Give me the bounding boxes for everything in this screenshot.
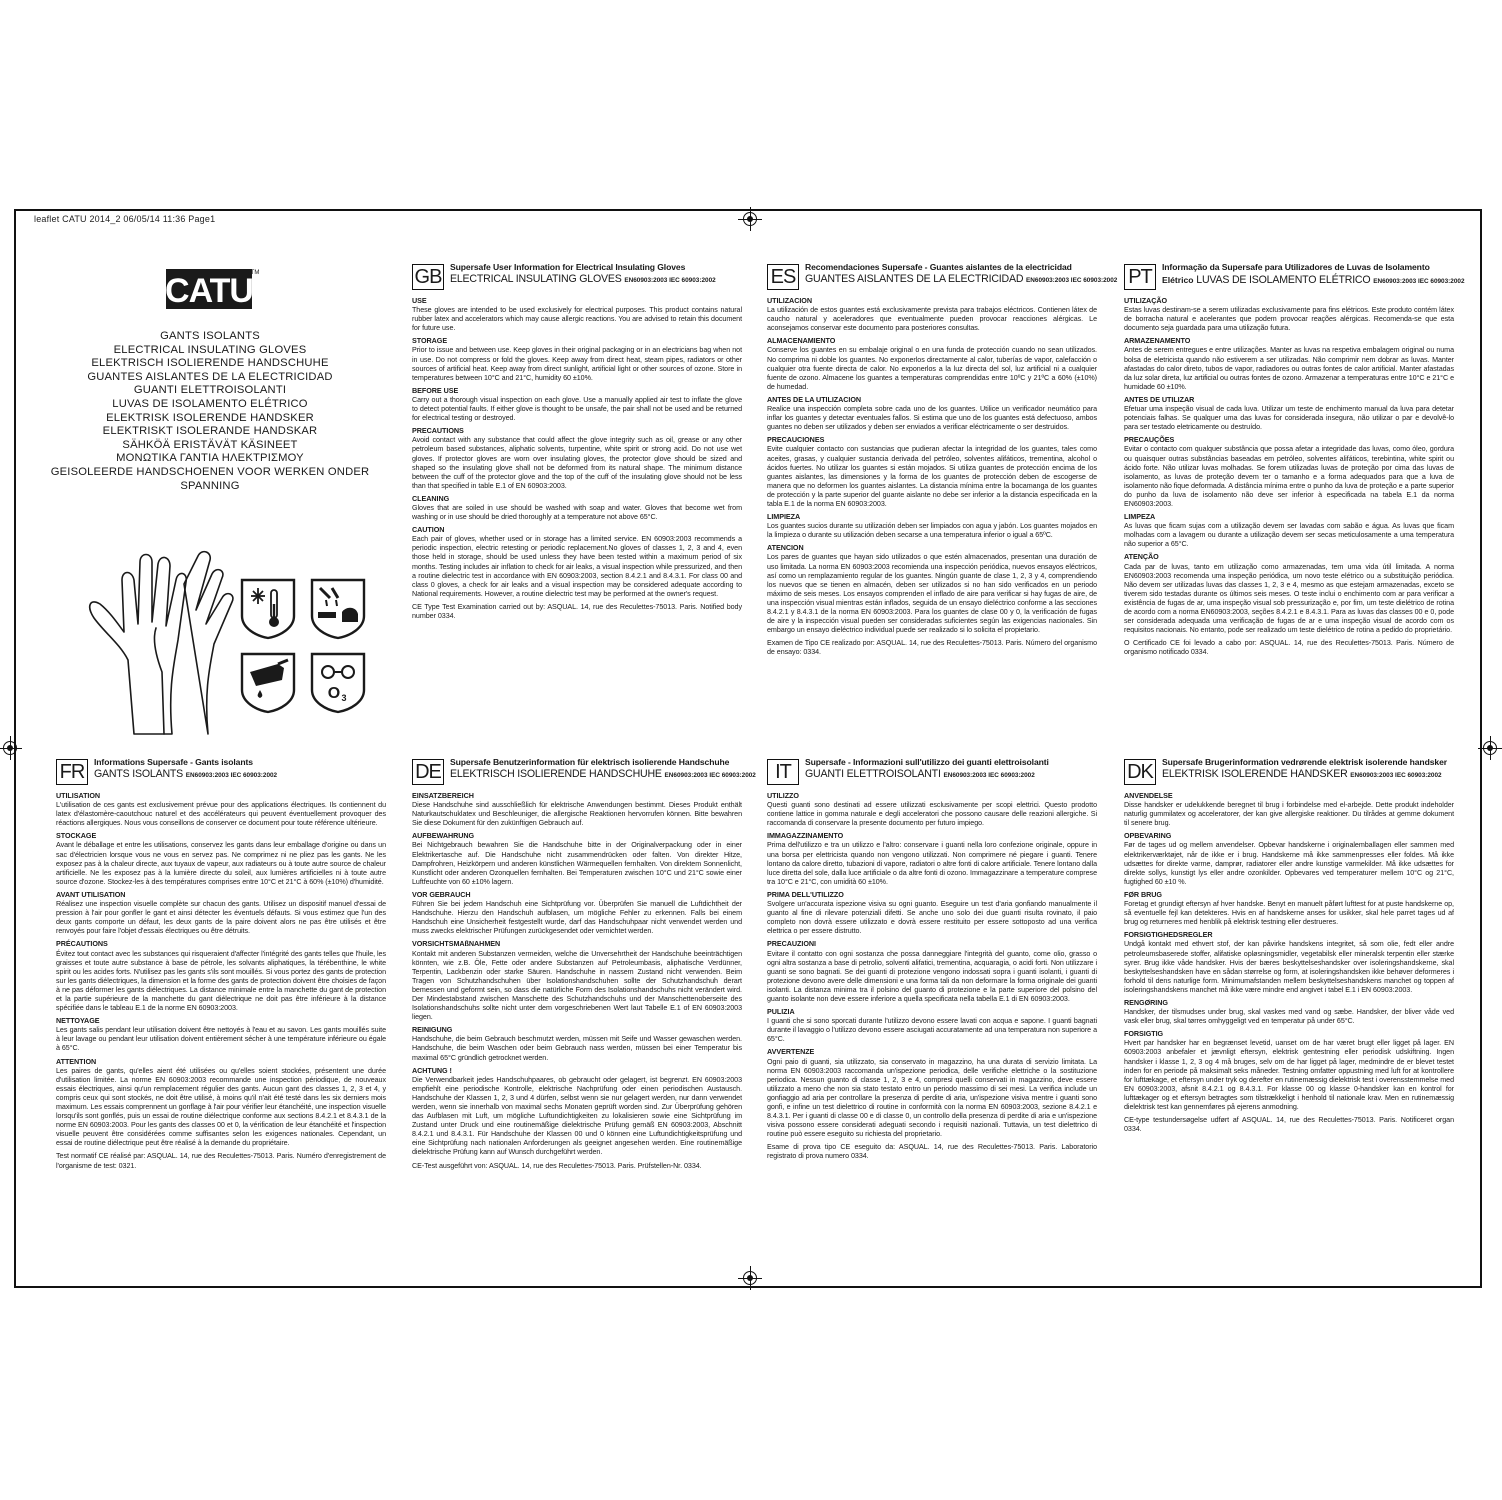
block-text: Handschuhe, die beim Gebrauch beschmutzt werden, müssen mit Seife und Wasser gewaschen werden. Handschuhe, die beim Waschen oder beim Gebrauch nass werden, müssen bei einer Temperatur bis maximal 65°C gründlich getrocknet werden. <box>412 1035 742 1062</box>
block-heading: UTILIZZO <box>767 791 799 800</box>
block-text: Svolgere un'accurata ispezione visiva su ogni guanto. Eseguire un test d'aria gonfiando manualmente il guanto al fine di rilevare potenziali difetti. Se anche uno solo dei due guanti risulta rovinato, il paio completo non dovrà essere utilizzato e dovrà essere restituito per essere sottoposto ad una verifica elettrica o per essere distrutto. <box>767 900 1097 936</box>
block-text: Führen Sie bei jedem Handschuh eine Sichtprüfung vor. Überprüfen Sie manuell die Luftdichtheit der Handschuhe. Hierzu den Handschuh aufblasen, um mögliche Fehler zu erkennen. Falls bei einem Handschuh eine Unsicherheit festgestellt wurde, darf das Handschuhpaar nicht verwendet werden und muss zwecks elektrischer Prüfungen zurückgesendet oder vernichtet werden. <box>412 900 742 936</box>
block-text: Evitar o contacto com qualquer substância que possa afetar a integridade das luvas, como óleo, gordura ou quaisquer outras substâncias baseadas em petróleo, solventes alifáticos, terebintina, white spirit ou ácido forte. Não utilizar luvas molhadas. Se forem utilizadas luvas de proteção por cima das luvas de isolamento, as luvas de proteção devem ter o tamanho e a forma adequados para que a luva de isolamento não fique deformada. A distância mínima entre o punho da luva de proteção e a parte superior do punho da luva de isolamento não deve ser inferior à especificada na tabela E.1 da norma EN60903:2003. <box>1124 445 1454 508</box>
language-code: GB <box>412 264 444 290</box>
block-heading: RENGØRING <box>1124 997 1168 1007</box>
block-heading: PRECAUÇÕES <box>1124 435 1175 445</box>
section-es <box>767 262 1118 738</box>
section-subtitle: GUANTI ELETTROISOLANTI EN60903:2003 IEC 60903:2002 <box>805 768 1035 780</box>
block-text: Les paires de gants, qu'elles aient été utilisées ou qu'elles soient stockées, présentent une durée d'utilisation limitée. La norme EN 60903:2003 recommande une inspection périodique, de nouveaux essais électriques, ainsi qu'un remplacement régulier des gants. Aucun gant des classes 1, 2, 3 et 4, y compris ceux qui sont stockés, ne doit être utilisé, à moins qu'il n'ait été testé dans les six derniers mois maximum. Les essais comprennent un gonflage à l'air pour vérifier leur étanchéité, une inspection visuelle lorsqu'ils sont gonflés, puis un essai de routine diélectrique conforme aux sections 8.4.2.1 et 8.4.3.1 de la norme EN 60903:2003. Pour les gants des classes 00 et 0, la vérification de leur étanchéité et l'inspection visuelle peuvent être considérées comme suffisantes selon les exigences nationales. Cependant, un essai de routine diélectrique peut être réalisé à la demande du propriétaire. <box>56 1066 386 1148</box>
block-text: Bei Nichtgebrauch bewahren Sie die Handschuhe bitte in der Originalverpackung oder in einer Elektrikertasche auf. Die Handschuhe nicht zusammendrücken oder falten. Von direkter Hitze, Dampfrohren, Heizkörpern und anderen künstlichen Wärmequellen fernhalten. Von direktem Sonnenlicht, Kunstlicht oder anderen Ozonquellen fernhalten. Bei Temperaturen zwischen 10°C und 21°C sowie einer Luftfeuchte von 60 ±10% lagern. <box>412 841 742 886</box>
block-text: Ogni paio di guanti, sia utilizzato, sia conservato in magazzino, ha una durata di servizio limitata. La norma EN 60903:2003 raccomanda un'ispezione periodica, delle verifiche elettriche o la sostituzione periodica. Nessun guanto di classe 1, 2, 3 e 4, compresi quelli conservati in magazzino, deve essere utilizzato a meno che non sia stato testato entro un periodo massimo di sei mesi. La verifica include un gonfiaggio ad aria per controllare la presenza di perdite di aria, un'ispezione visiva mentre i guanti sono gonfi, e infine un test dielettrico di routine in conformità con la norma EN 60903:2003, sezione 8.4.2.1 e 8.4.3.1. Per i guanti di classe 00 e di classe 0, un controllo della presenza di perdite di aria e un'ispezione visiva possono essere considerati adeguati secondo i requisiti nazionali. Tuttavia, un test dielettrico di routine può essere eseguito su richiesta del proprietario. <box>767 1057 1097 1139</box>
block-heading: AVVERTENZE <box>767 1047 815 1057</box>
section-title: Recomendaciones Supersafe - Guantes aislantes de la electricidad <box>805 262 1072 272</box>
section-body <box>767 791 1097 1162</box>
language-code: FR <box>56 759 88 785</box>
block-heading: ATENCION <box>767 543 804 553</box>
block-text: Kontakt mit anderen Substanzen vermeiden, welche die Unversehrtheit der Handschuhe beeinträchtigen könnten, wie z.B. Öle, Fette oder andere Substanzen auf Petroleumbasis, aliphatische Verdünner, Terpentin, Lackbenzin oder starke Säuren. Handschuhe in nassem Zustand nicht verwenden. Beim Tragen von Schutzhandschuhen über Isolationshandschuhen sollte der Schutzhandschuh derart bemessen und geformt sein, so dass die natürliche Form des Isolationshandschuhs nicht verändert wird. Der Mindestabstand zwischen Manschette des Schutzhandschuhs und der Manschettenoberseite des Isolationshandschuhs sollte nicht unter dem vorgeschriebenen Wert laut Tabelle E.1 of EN 60903:2003 liegen. <box>412 949 742 1022</box>
section-subtitle: ELECTRICAL INSULATING GLOVES EN60903:2003 IEC 60903:2002 <box>450 273 716 285</box>
block-text: These gloves are intended to be used exclusively for electrical purposes. This product contains natural rubber latex and accelerators which may cause allergic reactions. You are advised to retain this document for future use. <box>412 306 742 333</box>
block-heading: PRECAUZIONI <box>767 939 816 949</box>
block-heading: PRECAUCIONES <box>767 435 825 445</box>
block-heading: STOCKAGE <box>56 831 97 841</box>
block-text: Réalisez une inspection visuelle complète sur chacun des gants. Utilisez un dispositif manuel d'essai de pression à l'air pour gonfler le gant et ainsi détecter les éventuels défauts. Si vous estimez que l'un des deux gants comporte un défaut, les deux gants de la paire doivent alors ne pas être utilisés et être renvoyés pour faire l'objet d'essais électriques ou être détruits. <box>56 900 386 936</box>
block-text: Les gants salis pendant leur utilisation doivent être nettoyés à l'eau et au savon. Les gants mouillés suite à leur lavage ou pendant leur utilisation doivent entièrement sécher à une température inférieure ou égale à 65°C. <box>56 1026 386 1053</box>
section-subtitle: GANTS ISOLANTS EN60903:2003 IEC 60903:2002 <box>94 768 278 780</box>
cover-title: GUANTES AISLANTES DE LA ELECTRICIDAD <box>87 370 333 383</box>
section-body <box>412 791 742 1171</box>
section-subtitle: ELEKTRISCH ISOLIERENDE HANDSCHUHE EN60903:2003 IEC 60903:2002 <box>450 768 756 780</box>
block-text: Each pair of gloves, whether used or in storage has a limited service. EN 60903:2003 recommends a periodic inspection, electric retesting or periodic replacement.No gloves of classes 1, 2, 3 and 4, even those held in storage, should be used unless they have been tested within a maximum period of six months. Testing includes air inflation to check for air leaks, a visual inspection while pressurized, and then a routine dielectric test in accordance with EN 60903:2003, section 8.4.2.1 and 8.4.3.1. For class 00 and class 0 gloves, a check for air leaks and a visual inspection may be considered adequate according to National requirements. However, a routine dielectric test may be performed at the owner's request. <box>412 535 742 598</box>
block-heading: ANVENDELSE <box>1124 791 1173 800</box>
block-text: Antes de serem entregues e entre utilizações. Manter as luvas na respetiva embalagem original ou numa bolsa de eletricista quando não estiverem a ser utilizadas. Não comprimir nem dobrar as luvas. Manter afastadas do calor direto, tubos de vapor, radiadores ou outras fontes de calor artificial. Manter afastadas da luz solar direta, luz artificial ou outras fontes de ozono. Armazenar a temperaturas entre 10°C e 21°C e humidade 60 ±10%. <box>1124 346 1454 391</box>
cover-title: SPANNING <box>180 479 240 492</box>
section-footnote: Esame di prova tipo CE eseguito da: ASQUAL. 14, rue des Reculettes-75013. Paris. Laboratorio registrato di prova numero 0334. <box>767 1143 1097 1161</box>
block-text: Diese Handschuhe sind ausschließlich für elektrische Anwendungen bestimmt. Dieses Produkt enthält Naturkautschuklatex und Beschleuniger, die allergische Reaktionen hervorrufen können. Bitte bewahren Sie diese Dokument für den zukünftigen Gebrauch auf. <box>412 801 742 828</box>
block-text: La utilización de estos guantes está exclusivamente prevista para trabajos eléctricos. Contienen látex de caucho natural y aceleradores que eventualmente pueden provocar reacciones alérgicas. Le aconsejamos conservar este documento para posteriores consultas. <box>767 306 1097 333</box>
section-body <box>56 791 386 1171</box>
block-text: Estas luvas destinam-se a serem utilizadas exclusivamente para fins elétricos. Este produto contém látex de borracha natural e acelerantes que podem provocar reações alérgicas. Recomenda-se que esta documento seja guardada para uma utilização futura. <box>1124 306 1454 333</box>
block-text: Evitare il contatto con ogni sostanza che possa danneggiare l'integrità del guanto, come olio, grasso o ogni altra sostanza a base di petrolio, solventi alifatici, trementina, acquaragia, o acidi forti. Non utilizzare i guanti se sono bagnati. Se dei guanti di protezione vengono indossati sopra i guanti isolanti, i guanti di protezione devono avere delle dimensioni e una forma tali da non deformare la forma originale dei guanti isolanti. La distanza minima tra il polsino del guanto di protezione e la parte superiore del polsino del guanto isolante non deve essere inferiore a quella specificata nella tabella E.1 di EN 60903:2003. <box>767 949 1097 1003</box>
block-heading: BEFORE USE <box>412 385 459 395</box>
oil-drop-icon <box>238 650 298 714</box>
block-heading: ARMAZENAMENTO <box>1124 336 1191 346</box>
catu-logo <box>166 264 258 310</box>
block-text: Hvert par handsker har en begrænset levetid, uanset om de har været brugt eller ligget på lager. EN 60903:2003 anbefaler et jævnligt eftersyn, elektrisk gentestning eller periodisk udskiftning. Ingen handsker i klasse 1, 2, 3 og 4 må bruges, selv om de har ligget på lager, medmindre de er blevet testet inden for en periode på maksimalt seks måneder. Testning omfatter oppustning med luft for at kontrollere for lufttækage, et eftersyn under tryk og derefter en rutinemæssig dielektrisk test i overensstemmelse med EN 60903:2003, afsnit 8.4.2.1 og 8.4.3.1. For klasse 00 og klasse 0-handsker kan en kontrol for lufttækager og et eftersyn betragtes som tilstrækkeligt i henhold til nationale krav. Men en rutinemæssig dielektrisk test kan gennemføres på ejerens anmodning. <box>1124 1039 1454 1111</box>
block-heading: NETTOYAGE <box>56 1016 100 1026</box>
block-heading: FORSIGTIG <box>1124 1029 1164 1039</box>
block-text: Handsker, der tilsmudses under brug, skal vaskes med vand og sæbe. Handsker, der bliver våde ved vask eller brug, skal tørres omhyggeligt ved en temperatur på under 65°C. <box>1124 1008 1454 1026</box>
block-text: Efetuar uma inspeção visual de cada luva. Utilizar um teste de enchimento manual da luva para detetar potenciais falhas. Se qualquer uma das luvas for considerada insegura, não utilizar o par e devolvê-lo para ser testado eletricamente ou destruído. <box>1124 405 1454 432</box>
block-text: As luvas que ficam sujas com a utilização devem ser lavadas com sabão e água. As luvas que ficam molhadas com a lavagem ou durante a utilização devem ser secas meticulosamente a uma temperatura não superior a 65°C. <box>1124 522 1454 549</box>
block-text: Carry out a thorough visual inspection on each glove. Use a manually applied air test to inflate the glove to detect potential faults. If either glove is thought to be unsafe, the pair shall not be used and be returned for electrical testing or destroyed. <box>412 395 742 423</box>
block-heading: AVANT UTILISATION <box>56 889 126 899</box>
block-heading: PRIMA DELL'UTILIZZO <box>767 889 844 899</box>
block-heading: REINIGUNG <box>412 1025 453 1035</box>
glove-illustration-icon <box>64 540 256 736</box>
block-heading: FØR BRUG <box>1124 889 1162 899</box>
block-heading: OPBEVARING <box>1124 831 1172 841</box>
ozone-icon <box>308 650 368 714</box>
block-heading: AUFBEWAHRUNG <box>412 831 475 841</box>
cover-title: LUVAS DE ISOLAMENTO ELÉTRICO <box>112 397 308 410</box>
block-heading: UTILIZAÇÃO <box>1124 296 1168 305</box>
block-heading: FORSIGTIGHEDSREGLER <box>1124 930 1213 940</box>
section-footnote: Test normatif CE réalisé par: ASQUAL. 14, rue des Reculettes-75013. Paris. Numéro d'enregistrement de l'organisme de test: 0321. <box>56 1152 386 1170</box>
section-body <box>767 296 1097 657</box>
block-heading: IMMAGAZZINAMENTO <box>767 831 844 841</box>
block-heading: ALMACENAMIENTO <box>767 336 836 346</box>
block-text: Prior to issue and between use. Keep gloves in their original packaging or in an electricians bag when not in use. Do not compress or fold the gloves. Keep away from direct heat, steam pipes, radiators or other sources of artificial heat. Keep away from direct sunlight, artificial light or other sources of ozone. Store in temperatures between 10°C and 21°C, humidity 60 ±10%. <box>412 346 742 382</box>
cover-title: GUANTI ELETTROISOLANTI <box>133 384 287 397</box>
block-heading: ANTES DE LA UTILIZACION <box>767 394 862 404</box>
section-footnote: CE-Test ausgeführt von: ASQUAL. 14, rue des Reculettes-75013. Paris. Prüfstellen-Nr. 0334. <box>412 1161 702 1170</box>
section-de <box>412 757 756 1267</box>
block-text: Realice una inspección completa sobre cada uno de los guantes. Utilice un verificador neumático para inflar los guantes y detectar eventuales fallos. Si estima que uno de los guantes está defectuoso, ambos guantes no deben ser utilizados y deben ser enviados a verificar eléctricamente o ser destruidos. <box>767 405 1097 432</box>
block-heading: VOR GEBRAUCH <box>412 889 471 899</box>
section-footnote: CE-type testundersøgelse udført af ASQUAL. 14, rue des Reculettes-75013. Paris. Notificeret organ 0334. <box>1124 1116 1454 1134</box>
block-text: Questi guanti sono destinati ad essere utilizzati esclusivamente per scopi elettrici. Questo prodotto contiene lattice in gomma naturale e degli acceleratori che possono causare delle reazioni allergiche. Si raccomanda di conservare la presente documento per futuro impiego. <box>767 801 1097 828</box>
block-heading: PULIZIA <box>767 1007 795 1017</box>
section-title: Supersafe Brugerinformation vedrørende elektrisk isolerende handsker <box>1162 757 1448 767</box>
section-it <box>767 757 1097 1267</box>
section-gb <box>412 262 742 738</box>
section-title: Supersafe - Informazioni sull'utilizzo dei guanti elettroisolanti <box>805 757 1049 767</box>
block-heading: LIMPIEZA <box>767 512 801 522</box>
block-heading: ACHTUNG ! <box>412 1065 452 1075</box>
language-code: DK <box>1124 759 1156 785</box>
block-heading: ANTES DE UTILIZAR <box>1124 394 1195 404</box>
section-pt <box>1124 262 1465 738</box>
block-heading: CAUTION <box>412 525 445 535</box>
block-text: Avant le déballage et entre les utilisations, conservez les gants dans leur emballage d'origine ou dans un sac d'électricien lorsque vous ne vous en servez pas. Ne comprimez ni ne pliez pas les gants. Ne les exposez pas à la chaleur directe, aux tuyaux de vapeur, aux radiateurs ou à toute autre source de chaleur artificielle. Ne les exposez pas à la lumière directe du soleil, aux lumières artificielles ni à toute autre source d'ozone. Stockez-les à des températures comprises entre 10°C et 21°C à 60% (±10%) d'humidité. <box>56 841 386 886</box>
block-text: Évitez tout contact avec les substances qui risqueraient d'affecter l'intégrité des gants telles que l'huile, les graisses et toute autre substance à base de pétrole, les solvants aliphatiques, la térébenthine, le white spirit ou les acides forts. N'utilisez pas les gants s'ils sont mouillés. Si vous portez des gants de protection sur les gants diélectriques, la dimension et la forme des gants de protection doivent être choisies de façon à ne pas déformer les gants diélectriques. La distance minimale entre la manchette du gant de protection et la partie supérieure de la manchette du gant diélectrique ne doit pas être inférieure à la distance spécifiée dans le tableau E.1 de la norme EN 60903:2003. <box>56 949 386 1013</box>
block-heading: LIMPEZA <box>1124 512 1156 522</box>
block-text: I guanti che si sono sporcati durante l'utilizzo devono essere lavati con acqua e sapone. I guanti bagnati durante il lavaggio o l'utilizzo devono essere asciugati accuratamente ad una temperatura non superiore a 65°C. <box>767 1017 1097 1044</box>
block-heading: EINSATZBEREICH <box>412 791 474 800</box>
block-heading: PRECAUTIONS <box>412 426 464 436</box>
block-text: Evite cualquier contacto con sustancias que pudieran afectar la integridad de los guantes, tales como aceites, grasas, y cualquier sustancia derivada del petróleo, solventes alifáticos, trementina, alcohol o ácidos fuertes. No utilizar los guantes si están mojados. Si utiliza guantes de protección encima de los guantes aislantes, las dimensiones y la forma de los guantes de protección deben de escogerse de manera que no deformen los guantes aislantes. La distancia mínima entre la bocamanga de los guantes de protección y la parte superior del guante aislante no debe ser inferior a la distancia especificada en la tabla E.1 de la norma EN 60903:2003. <box>767 445 1097 508</box>
language-code: DE <box>412 759 444 785</box>
section-subtitle: Elétrico LUVAS DE ISOLAMENTO ELÉTRICO EN60903:2003 IEC 60903:2002 <box>1162 274 1465 286</box>
cover-title: ELEKTRISCH ISOLIERENDE HANDSCHUHE <box>91 357 329 370</box>
registration-mark-icon <box>743 212 757 226</box>
block-text: Før de tages ud og mellem anvendelser. Opbevar handskerne i originalemballagen eller sammen med elektrikerværktøjet, når de ikke er i brug. Handskerne må ikke sammenpresses eller foldes. Må ikke udsættes for direkte varme, damprør, radiatorer eller andre kunstige varmekilder. Må ikke udsættes for direkte sollys, kunstigt lys eller andre ozonkilder. Opbevares ved temperaturer mellem 10°C og 21°C, fugtighed 60 ±10 %. <box>1124 841 1454 886</box>
cover-title: GEISOLEERDE HANDSCHOENEN VOOR WERKEN ONDER <box>50 465 370 478</box>
cold-temperature-icon <box>238 576 298 640</box>
block-text: L'utilisation de ces gants est exclusivement prévue pour des applications électriques. Ils contiennent du latex d'élastomère-caoutchouc naturel et des accélérateurs qui peuvent éventuellement provoquer des réactions allergiques. Nous vous conseillons de conserver ce document pour toute référence ultérieure. <box>56 801 386 828</box>
section-title: Supersafe User Information for Electrical Insulating Gloves <box>450 262 686 272</box>
block-text: Conserve los guantes en su embalaje original o en una funda de protección cuando no sean utilizados. No comprima ni doble los guantes. No exponerlos directamente al calor, tuberías de vapor, calefacción o cualquier otra fuente directa de calor. No exponerlos a la luz directa del sol, luz artificial ni a cualquier fuente de ozono. Almacene los guantes a temperaturas comprendidas entre 10ºC y 21ºC a 60% (±10%) de humedad. <box>767 346 1097 391</box>
cover-title: ELECTRICAL INSULATING GLOVES <box>113 343 307 356</box>
block-heading: STORAGE <box>412 336 448 346</box>
section-body <box>412 296 742 621</box>
ozone-sub: 3 <box>341 693 347 703</box>
registration-mark-icon <box>1483 741 1497 755</box>
block-heading: CLEANING <box>412 493 450 503</box>
section-body <box>1124 296 1454 657</box>
section-body <box>1124 791 1454 1134</box>
block-heading: ATENÇÃO <box>1124 552 1159 562</box>
block-text: Undgå kontakt med ethvert stof, der kan påvirke handskens integritet, så som olie, fedt eller andre petroleumsbaserede stoffer, alifatiske opløsningsmidler, vegetabilsk eller mineralsk terpentin eller stærke syrer. Brug ikke våde handsker. Hvis der bæres beskyttelseshandsker over isoleringshandskerne, skal beskyttelseshandsken have en sådan størrelse og form, at isoleringshandsken ikke behøver deformeres i forhold til dens naturlige form. Minimumafstanden mellem beskyttelseshandskens manchet og toppen af isoleringshandskens manchet må ikke være mindre end angivet i tabel E.1 i EN 60903:2003. <box>1124 940 1454 994</box>
block-heading: ATTENTION <box>56 1056 97 1066</box>
section-footnote: CE Type Test Examination carried out by: ASQUAL. 14, rue des Reculettes-75013. Paris. Notified body number 0334. <box>412 602 742 620</box>
cover-panel <box>40 258 380 736</box>
cover-titles <box>40 330 380 493</box>
block-text: Disse handsker er udelukkende beregnet til brug i forbindelse med el-arbejde. Dette produkt indeholder naturlig gummilatex og acceleratorer, der kan give allergiske reaktioner. Du tilrådes at gemme dokument til senere brug. <box>1124 801 1454 828</box>
block-text: Foretag et grundigt eftersyn af hver handske. Benyt en manuelt påført lufttest for at puste handskerne op, så eventuelle fejl kan detekteres. Hvis en af handskerne anses for usikker, skal hele parret tages ud af brug og returneres med henblik på elektrisk testning eller destrueres. <box>1124 900 1454 927</box>
block-heading: UTILISATION <box>56 791 101 800</box>
cover-title: ELEKTRISK ISOLERENDE HANDSKER <box>106 411 314 424</box>
cover-title: ELEKTRISKT ISOLERANDE HANDSKAR <box>102 425 318 438</box>
block-heading: UTILIZACION <box>767 296 812 305</box>
block-heading: USE <box>412 296 427 305</box>
chemical-corrosion-icon <box>308 576 368 640</box>
cover-title: SÄHKÖÄ ERISTÄVÄT KÄSINEET <box>122 438 298 451</box>
print-slug: leaflet CATU 2014_2 06/05/14 11:36 Page1 <box>34 214 216 224</box>
language-code: IT <box>767 759 799 785</box>
registration-mark-icon <box>3 741 17 755</box>
block-text: Los guantes sucios durante su utilización deben ser limpiados con agua y jabón. Los guantes mojados en la limpieza o durante su utilización deben secarse a una temperatura inferior o igual a 65ºC. <box>767 522 1097 540</box>
block-heading: VORSICHTSMAßNAHMEN <box>412 939 501 949</box>
section-title: Informação da Supersafe para Utilizadores de Luvas de Isolamento <box>1162 262 1430 272</box>
section-title: Informations Supersafe - Gants isolants <box>94 757 253 767</box>
cover-title: ΜΟΝΩΤΙΚΑ ΓΑΝΤΙΑ ΗΛΕΚΤΡΙΣΜΟΥ <box>116 452 304 465</box>
section-subtitle: GUANTES AISLANTES DE LA ELECTRICIDAD EN60903:2003 IEC 60903:2002 <box>805 273 1118 285</box>
block-text: Prima dell'utilizzo e tra un utilizzo e l'altro: conservare i guanti nella loro confezione originale, oppure in una borsa per elettricista quando non vengono utilizzati. Non comprimere né piegare i guanti. Tenere lontano da calore diretto, tubazioni di vapore, radiatori o altre fonti di calore artificiale. Tenere lontano dalla luce diretta del sole, dalla luce artificiale o da altre fonti di ozono. Immagazzinare a temperature comprese tra 10°C e 21°C, con umidità 60 ±10%. <box>767 841 1097 886</box>
block-text: Cada par de luvas, tanto em utilização como armazenadas, tem uma vida útil limitada. A norma EN60903:2003 recomenda uma inspeção periódica, um novo teste elétrico ou a substituição periódica. Não devem ser utilizadas luvas das classes 1, 2, 3 e 4, mesmo as que estejam armazenadas, exceto se tiverem sido testadas durante os últimos seis meses. O teste inclui o enchimento com ar para verificar a existência de fugas de ar, uma inspeção visual sob pressurização e, por fim, um teste dielétrico de rotina de acordo com a norma EN60903:2003, seções 8.4.2.1 e 8.4.3.1. Para as luvas das classes 00 e 0, pode ser considerada adequada uma verificação de fugas de ar e uma inspeção visual de acordo com os requisitos nacionais. No entanto, pode ser realizado um teste dielétrico de rotina a pedido do proprietário. <box>1124 562 1454 635</box>
section-dk <box>1124 757 1454 1267</box>
cover-title: GANTS ISOLANTS <box>160 330 260 342</box>
logo-text: CATU <box>165 272 253 310</box>
section-footnote: Examen de Tipo CE realizado por: ASQUAL. 14, rue des Reculettes-75013. Paris. Número del organismo de ensayo: 0334. <box>767 639 1097 657</box>
language-code: PT <box>1124 264 1156 290</box>
trademark: TM <box>250 270 260 276</box>
block-text: Avoid contact with any substance that could affect the glove integrity such as oil, grease or any other petroleum based substances, aliphatic solvents, turpentine, white spirit or strong acid. Do not use wet gloves. If protector gloves are worn over insulating gloves, the protector glove should be sized and shaped so the insulating glove shall not be deformed from its natural shape. The minimum distance between the cuff of the protector glove and the top of the cuff of the insulating glove should not be less than that specified in table E.1 of EN 60903:2003. <box>412 436 742 490</box>
ozone-label: O <box>327 685 341 702</box>
section-footnote: O Certificado CE foi levado a cabo por: ASQUAL. 14, rue des Reculettes-75013. Paris. Número de organismo notificado 0334. <box>1124 639 1454 657</box>
section-fr <box>56 757 386 1267</box>
section-title: Supersafe Benutzerinformation für elektrisch isolierende Handschuhe <box>450 757 730 767</box>
registration-mark-icon <box>743 1271 757 1285</box>
block-text: Gloves that are soiled in use should be washed with soap and water. Gloves that become wet from washing or in use should be dried thoroughly at a temperature not above 65°C. <box>412 503 742 522</box>
block-heading: PRÉCAUTIONS <box>56 939 108 949</box>
block-text: Los pares de guantes que hayan sido utilizados o que estén almacenados, presentan una duración de uso limitada. La norma EN 60903:2003 recomienda una inspección periódica, nuevos ensayos eléctricos, así como un remplazamiento regular de los guantes. Ningún guante de clase 1, 2, 3 y 4, comprendiendo los nuevos que se tienen en almacén, deben ser utilizados si no han sido verificados en un periodo máximo de seis meses. Los ensayos comprenden el inflado de aire para verificar si hay fugas de aire, de una inspección visual mientras están inflados, seguida de un ensayo dieléctrico conforme a las secciones 8.4.2.1 y 8.4.3.1 de la norma EN 60903:2003. Para los guantes de clase 00 y 0, la verificación de fugas de aire y la inspección visual pueden ser consideradas suficientes según las exigencias nacionales. Sin embargo un ensayo dieléctrico individual puede ser realizado si lo solicita el propietario. <box>767 553 1097 635</box>
block-text: Die Verwendbarkeit jedes Handschuhpaares, ob gebraucht oder gelagert, ist begrenzt. EN 60903:2003 empfiehlt eine periodische Kontrolle, elektrische Nachprüfung oder einen periodischen Austausch. Handschuhe der Klassen 1, 2, 3 und 4 dürfen, selbst wenn sie nur gelagert werden, nur dann verwendet werden, wenn sie innerhalb von maximal sechs Monaten geprüft worden sind. Zur Überprüfung gehören das Aufblasen mit Luft, um mögliche Luftundichtigkeiten zu lokalisieren sowie eine Sichtprüfung im Zustand unter Druck und eine routinemäßige dielektrische Prüfung gemäß EN 60903:2003, Abschnitt 8.4.2.1 und 8.4.3.1. Für Handschuhe der Klassen 00 und 0 können eine Luftundichtigkeitsprüfung und eine Sichtprüfung nach nationalen Anforderungen als geeignet angesehen werden. Eine routinemäßige dielektrische Prüfung kann auf Wunsch durchgeführt werden. <box>412 1075 742 1157</box>
language-code: ES <box>767 264 799 290</box>
section-subtitle: ELEKTRISK ISOLERENDE HANDSKER EN60903:2003 IEC 60903:2002 <box>1162 768 1442 780</box>
